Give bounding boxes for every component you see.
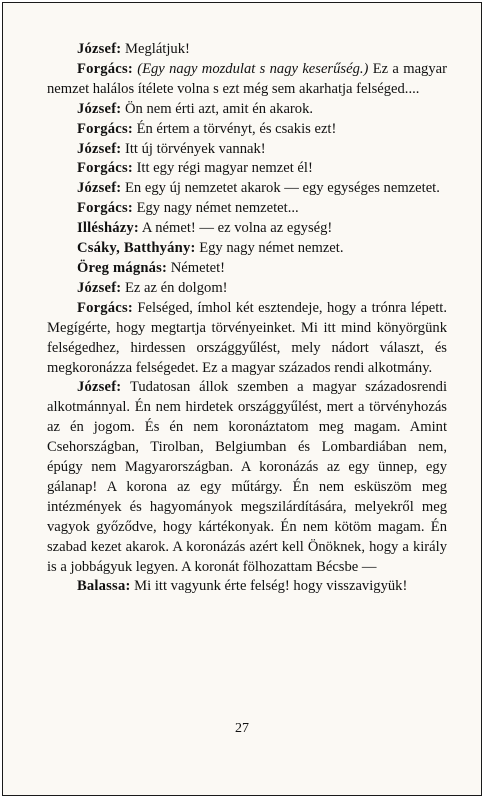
dialogue-line — [47, 378, 447, 577]
speaker-name: Forgács: — [77, 120, 133, 137]
dialogue-text: Felséged, ímhol két esztendeje, hogy a trónra lépett. Megígérte, hogy megtartja törvényeinket. Mi itt mind könyörgünk felségedhez, hirdessen országgyűlést, mely nádort választ, és megkoronázza felségedet. Ez a magyar százados rendi alkotmány. — [47, 299, 447, 376]
dialogue-text: Németet! — [170, 259, 226, 276]
dialogue-text: Ez az én dolgom! — [125, 279, 228, 296]
speaker-name: József: — [77, 140, 122, 157]
dialogue-line — [47, 159, 447, 179]
dialogue-line — [47, 140, 447, 160]
dialogue-line — [47, 259, 447, 279]
dialogue-text: Mi itt vagyunk érte felség! hogy visszavigyük! — [134, 578, 408, 595]
dialogue-line — [47, 120, 447, 140]
dialogue-text: A német! — ez volna az egység! — [141, 220, 333, 237]
speaker-name: József: — [77, 41, 122, 57]
dialogue-line — [47, 179, 447, 199]
dialogue-text: Ez a magyar nemzet halálos ítélete volna s ezt még sem akarhatja felséged.... — [47, 60, 447, 97]
page-text — [47, 40, 447, 597]
speaker-name: József: — [77, 279, 122, 296]
dialogue-text: En egy új nemzetet akarok — egy egységes nemzetet. — [125, 180, 440, 197]
dialogue-text: Egy nagy német nemzet. — [199, 240, 344, 257]
speaker-name: József: — [77, 379, 122, 396]
dialogue-line — [47, 60, 447, 100]
dialogue-text: Ön nem érti azt, amit én akarok. — [125, 100, 314, 117]
dialogue-line — [47, 577, 447, 597]
dialogue-text: Én értem a törvényt, és csakis ezt! — [136, 120, 337, 137]
dialogue-text: Egy nagy német nemzetet... — [136, 200, 299, 217]
dialogue-text: Meglátjuk! — [125, 41, 190, 57]
dialogue-line — [47, 100, 447, 120]
dialogue-line — [47, 279, 447, 299]
speaker-name: Forgács: — [77, 160, 133, 177]
speaker-name: Forgács: — [77, 299, 133, 316]
speaker-name: Forgács: — [77, 60, 133, 77]
speaker-name: Csáky, Batthyány: — [77, 240, 196, 257]
dialogue-line — [47, 40, 447, 60]
speaker-name: Forgács: — [77, 200, 133, 217]
speaker-name: Illésházy: — [77, 220, 139, 237]
stage-direction: (Egy nagy mozdulat s nagy keserűség.) — [137, 60, 369, 77]
dialogue-text: Tudatosan állok szemben a magyar századosrendi alkotmánnyal. Én nem hirdetek országgyűlést, mert a törvényhozás az én jogom. És én nem koronáztatom meg magam. Amint Csehországban, Tirolban, Belgiumban és Lombardiában nem, épúgy nem Magyarországban. A koronázás az egy ünnep, egy gálanap! A korona az egy műtárgy. Én nem esküszöm meg intézmények és hagyományok megszilárdítására, melyekről meg vagyok győződve, hogy kártékonyak. Én nem kötöm magam. Én szabad kezet akarok. A koronázás azért kell Önöknek, hogy a király is a jobbágyuk legyen. A koronát fölhozattam Bécsbe — — [47, 379, 447, 575]
page-number: 27 — [235, 721, 249, 736]
page-frame — [2, 2, 482, 796]
dialogue-line — [47, 219, 447, 239]
dialogue-text: Itt új törvények vannak! — [125, 140, 266, 157]
speaker-name: Öreg mágnás: — [77, 259, 168, 276]
dialogue-text: Itt egy régi magyar nemzet él! — [136, 160, 313, 177]
dialogue-line — [47, 299, 447, 379]
speaker-name: Balassa: — [77, 578, 131, 595]
dialogue-line — [47, 199, 447, 219]
speaker-name: József: — [77, 100, 122, 117]
speaker-name: József: — [77, 180, 122, 197]
dialogue-line — [47, 239, 447, 259]
